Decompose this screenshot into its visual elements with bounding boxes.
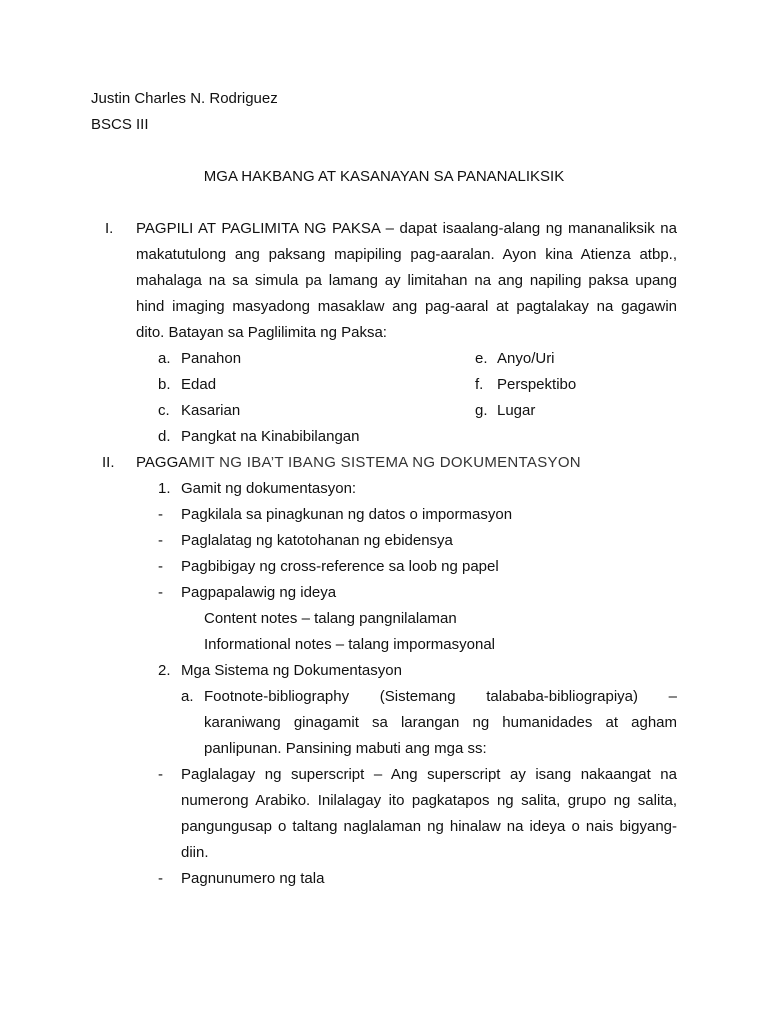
section2-heading-part1: PAGGA bbox=[136, 454, 189, 471]
bullet-line: pangungusap o taltang naglalaman ng hinalaw na ideya o nais bigyang- bbox=[181, 818, 677, 835]
bullet-marker: - bbox=[158, 506, 163, 523]
section1-paragraph-line: mahalaga na sa simula pa lamang ay limitahan na ang napiling paksa upang bbox=[136, 272, 677, 289]
note-text: Content notes – talang pangnilalaman bbox=[204, 610, 457, 627]
list-marker: b. bbox=[158, 376, 171, 393]
bullet-marker: - bbox=[158, 532, 163, 549]
bullet-line: numerong Arabiko. Inilalagay ito pagkatapos ng salita, grupo ng salita, bbox=[181, 792, 677, 809]
list-item: Kasarian bbox=[181, 402, 241, 419]
item-text: Mga Sistema ng Dokumentasyon bbox=[181, 662, 402, 679]
bullet-line: Paglalagay ng superscript – Ang superscript ay isang nakaangat na bbox=[181, 766, 677, 783]
list-marker: g. bbox=[475, 402, 488, 419]
list-marker: f. bbox=[475, 376, 484, 393]
section1-paragraph-line: PAGPILI AT PAGLIMITA NG PAKSA – dapat isaalang-alang ng mananaliksik na bbox=[136, 220, 677, 237]
item-marker: 2. bbox=[158, 662, 171, 679]
note-text: Informational notes – talang impormasyonal bbox=[204, 636, 495, 653]
bullet-text: Paglalatag ng katotohanan ng ebidensya bbox=[181, 532, 453, 549]
subitem-line: panlipunan. Pansining mabuti ang mga ss: bbox=[204, 740, 487, 757]
list-item: Lugar bbox=[497, 402, 536, 419]
section1-paragraph-line: hind imaging masyadong masaklaw ang pag-aaral at pagtalakay na gagawin bbox=[136, 298, 677, 315]
section2-heading bbox=[136, 453, 581, 473]
subitem-marker: a. bbox=[181, 688, 194, 705]
bullet-text: Pagpapalawig ng ideya bbox=[181, 584, 337, 601]
bullet-text: Pagbibigay ng cross-reference sa loob ng papel bbox=[181, 558, 499, 575]
list-marker: a. bbox=[158, 350, 171, 367]
section2-numeral: II. bbox=[102, 454, 115, 471]
document-title: MGA HAKBANG AT KASANAYAN SA PANANALIKSIK bbox=[203, 168, 565, 185]
subitem-line: karaniwang ginagamit sa larangan ng humanidades at agham bbox=[204, 714, 677, 731]
section1-paragraph-line: dito. Batayan sa Paglilimita ng Paksa: bbox=[136, 324, 387, 341]
bullet-marker: - bbox=[158, 558, 163, 575]
list-item: Perspektibo bbox=[497, 376, 577, 393]
bullet-marker: - bbox=[158, 584, 163, 601]
bullet-text: Pagnunumero ng tala bbox=[181, 870, 325, 887]
subitem-line: Footnote-bibliography (Sistemang talababa-bibliograpiya) – bbox=[204, 688, 677, 705]
section1-numeral: I. bbox=[105, 220, 114, 237]
list-item: Panahon bbox=[181, 350, 242, 367]
bullet-line: diin. bbox=[181, 844, 209, 861]
author-name: Justin Charles N. Rodriguez bbox=[91, 90, 278, 107]
bullet-marker: - bbox=[158, 766, 163, 783]
section2-heading-part2: MIT NG IBA’T IBANG SISTEMA NG DOKUMENTASYON bbox=[188, 454, 581, 471]
author-course: BSCS III bbox=[91, 116, 149, 133]
bullet-text: Pagkilala sa pinagkunan ng datos o impormasyon bbox=[181, 506, 513, 523]
list-marker: e. bbox=[475, 350, 488, 367]
item-marker: 1. bbox=[158, 480, 171, 497]
list-marker: d. bbox=[158, 428, 171, 445]
list-item: Pangkat na Kinabibilangan bbox=[181, 428, 360, 445]
list-item: Anyo/Uri bbox=[497, 350, 555, 367]
list-marker: c. bbox=[158, 402, 170, 419]
item-text: Gamit ng dokumentasyon: bbox=[181, 480, 357, 497]
section1-paragraph-line: makatutulong ang paksang mapipiling pag-aaralan. Ayon kina Atienza atbp., bbox=[136, 246, 677, 263]
list-item: Edad bbox=[181, 376, 217, 393]
bullet-marker: - bbox=[158, 870, 163, 887]
